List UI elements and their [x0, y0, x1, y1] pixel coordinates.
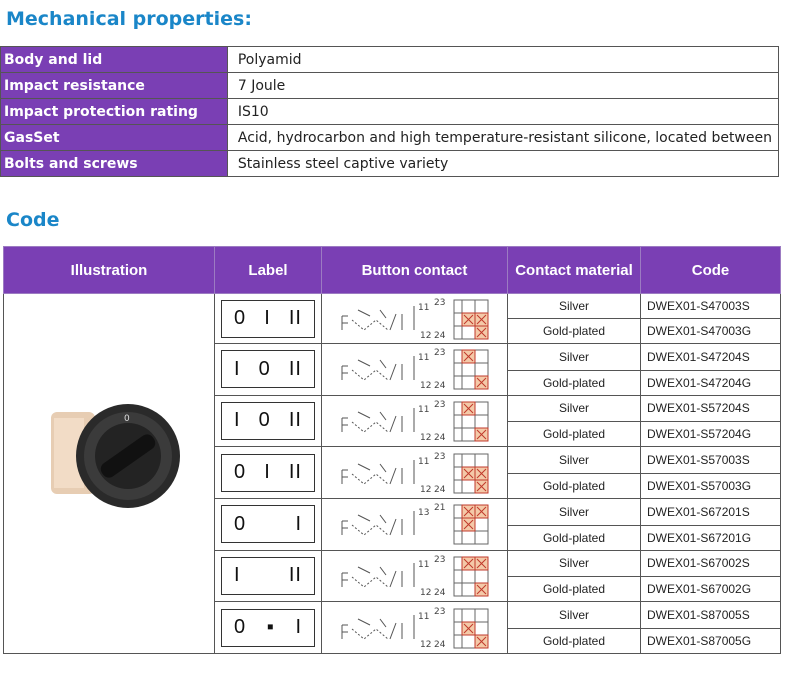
label-box: [221, 557, 315, 595]
table-row: [1, 73, 779, 99]
contact-material: Silver: [508, 550, 641, 577]
selector-switch-image: [4, 294, 215, 650]
button-contact-cell: [322, 550, 508, 602]
button-contact-cell: [322, 498, 508, 550]
contact-diagram: [330, 605, 500, 651]
label-box: [221, 505, 315, 543]
position-label: I: [234, 357, 241, 380]
contact-number: 11: [417, 611, 429, 622]
contact-material: Silver: [508, 602, 641, 629]
contact-state-grid: [454, 350, 488, 389]
contact-number: 12: [419, 432, 431, 443]
contact-material: Gold-plated: [508, 319, 641, 344]
contact-material: Gold-plated: [508, 577, 641, 602]
contact-number: 23: [433, 606, 445, 617]
contact-diagram: [330, 501, 500, 547]
button-contact-cell: [322, 395, 508, 447]
product-code: DWEX01-S67002S: [641, 550, 781, 577]
contact-number: 24: [433, 587, 445, 598]
property-key: Impact protection rating: [1, 99, 228, 125]
label-cell: [215, 395, 322, 447]
position-label: 0: [258, 357, 271, 380]
position-label: 0: [234, 461, 247, 484]
label-box: [221, 300, 315, 338]
property-value: IS10: [227, 99, 778, 125]
position-label: II: [288, 461, 302, 484]
contact-number: 12: [419, 639, 431, 650]
contact-state-grid: [454, 505, 488, 544]
position-label: I: [295, 616, 302, 639]
code-table-header: [4, 247, 781, 294]
contact-number: 23: [433, 399, 445, 410]
property-value: Polyamid: [227, 47, 778, 73]
header-button-contact: Button contact: [322, 247, 508, 294]
label-cell: [215, 550, 322, 602]
mechanical-properties-table: [0, 46, 779, 177]
contact-number: 23: [433, 451, 445, 462]
product-code: DWEX01-S87005S: [641, 602, 781, 629]
button-contact-cell: [322, 447, 508, 499]
contact-material: Gold-plated: [508, 473, 641, 498]
label-cell: [215, 344, 322, 396]
contact-material: Silver: [508, 498, 641, 525]
product-code: DWEX01-S57204G: [641, 422, 781, 447]
contact-number: 21: [433, 503, 445, 514]
position-label: 0: [234, 307, 247, 329]
header-code: Code: [641, 247, 781, 294]
label-box: [221, 402, 315, 440]
contact-number: 11: [417, 456, 429, 467]
contact-number: 12: [419, 587, 431, 598]
contact-number: 23: [433, 554, 445, 565]
contact-material: Gold-plated: [508, 525, 641, 550]
contact-number: 23: [433, 348, 445, 359]
label-cell: [215, 294, 322, 344]
header-contact-material: Contact material: [508, 247, 641, 294]
table-row: [1, 47, 779, 73]
position-label: I: [264, 307, 271, 329]
knob-dial-label: 0: [124, 414, 130, 424]
contact-number: 23: [433, 297, 445, 308]
contact-material: Silver: [508, 395, 641, 422]
button-contact-cell: [322, 294, 508, 344]
table-row: [1, 125, 779, 151]
contact-number: 13: [417, 508, 429, 519]
position-label: 0: [234, 616, 247, 639]
product-code: DWEX01-S47003G: [641, 319, 781, 344]
product-code: DWEX01-S57003S: [641, 447, 781, 474]
property-value: Stainless steel captive variety: [227, 151, 778, 177]
product-code: DWEX01-S67002G: [641, 577, 781, 602]
product-code: DWEX01-S47003S: [641, 294, 781, 319]
product-code: DWEX01-S67201S: [641, 498, 781, 525]
contact-material: Silver: [508, 344, 641, 371]
contact-material: Gold-plated: [508, 629, 641, 654]
contact-diagram: [330, 296, 500, 342]
label-cell: [215, 498, 322, 550]
button-contact-cell: [322, 344, 508, 396]
position-label: II: [288, 409, 302, 432]
table-row: [1, 99, 779, 125]
property-key: Impact resistance: [1, 73, 228, 99]
contact-number: 24: [433, 381, 445, 392]
contact-number: 24: [433, 432, 445, 443]
button-contact-cell: [322, 602, 508, 654]
label-cell: [215, 447, 322, 499]
code-table: [3, 246, 781, 654]
table-row: [4, 294, 781, 319]
property-value: Acid, hydrocarbon and high temperature-resistant silicone, located between: [227, 125, 778, 151]
property-key: Bolts and screws: [1, 151, 228, 177]
contact-diagram: [330, 346, 500, 392]
contact-material: Gold-plated: [508, 422, 641, 447]
position-label: I: [264, 461, 271, 484]
product-code: DWEX01-S47204G: [641, 370, 781, 395]
position-label: ▪: [266, 616, 275, 639]
contact-number: 12: [419, 381, 431, 392]
contact-number: 12: [419, 484, 431, 495]
header-illustration: Illustration: [4, 247, 215, 294]
mechanical-properties-heading: Mechanical properties:: [6, 8, 252, 30]
position-label: I: [234, 564, 241, 587]
contact-state-grid: [454, 300, 488, 339]
contact-state-grid: [454, 557, 488, 596]
property-key: Body and lid: [1, 47, 228, 73]
contact-number: 11: [417, 404, 429, 415]
contact-material: Silver: [508, 294, 641, 319]
contact-diagram: [330, 553, 500, 599]
contact-state-grid: [454, 402, 488, 441]
property-value: 7 Joule: [227, 73, 778, 99]
contact-number: 12: [419, 330, 431, 341]
illustration-cell: [4, 294, 215, 654]
contact-number: 11: [417, 353, 429, 364]
header-label: Label: [215, 247, 322, 294]
contact-material: Gold-plated: [508, 370, 641, 395]
contact-number: 11: [417, 302, 429, 313]
position-label: II: [288, 357, 302, 380]
label-cell: [215, 602, 322, 654]
product-code: DWEX01-S57204S: [641, 395, 781, 422]
label-box: [221, 609, 315, 647]
position-label: I: [234, 409, 241, 432]
position-label: 0: [234, 512, 247, 535]
position-label: I: [295, 512, 302, 535]
contact-diagram: [330, 450, 500, 496]
label-box: [221, 454, 315, 492]
position-label: II: [288, 564, 302, 587]
product-code: DWEX01-S87005G: [641, 629, 781, 654]
position-label: II: [288, 307, 302, 329]
position-label: 0: [258, 409, 271, 432]
table-row: [1, 151, 779, 177]
contact-state-grid: [454, 609, 488, 648]
product-code: DWEX01-S67201G: [641, 525, 781, 550]
contact-material: Silver: [508, 447, 641, 474]
product-code: DWEX01-S57003G: [641, 473, 781, 498]
contact-number: 11: [417, 559, 429, 570]
contact-diagram: [330, 398, 500, 444]
contact-number: 24: [433, 330, 445, 341]
contact-number: 24: [433, 484, 445, 495]
contact-number: 24: [433, 639, 445, 650]
property-key: GasSet: [1, 125, 228, 151]
product-code: DWEX01-S47204S: [641, 344, 781, 371]
label-box: [221, 350, 315, 388]
contact-state-grid: [454, 454, 488, 493]
code-heading: Code: [6, 209, 60, 231]
